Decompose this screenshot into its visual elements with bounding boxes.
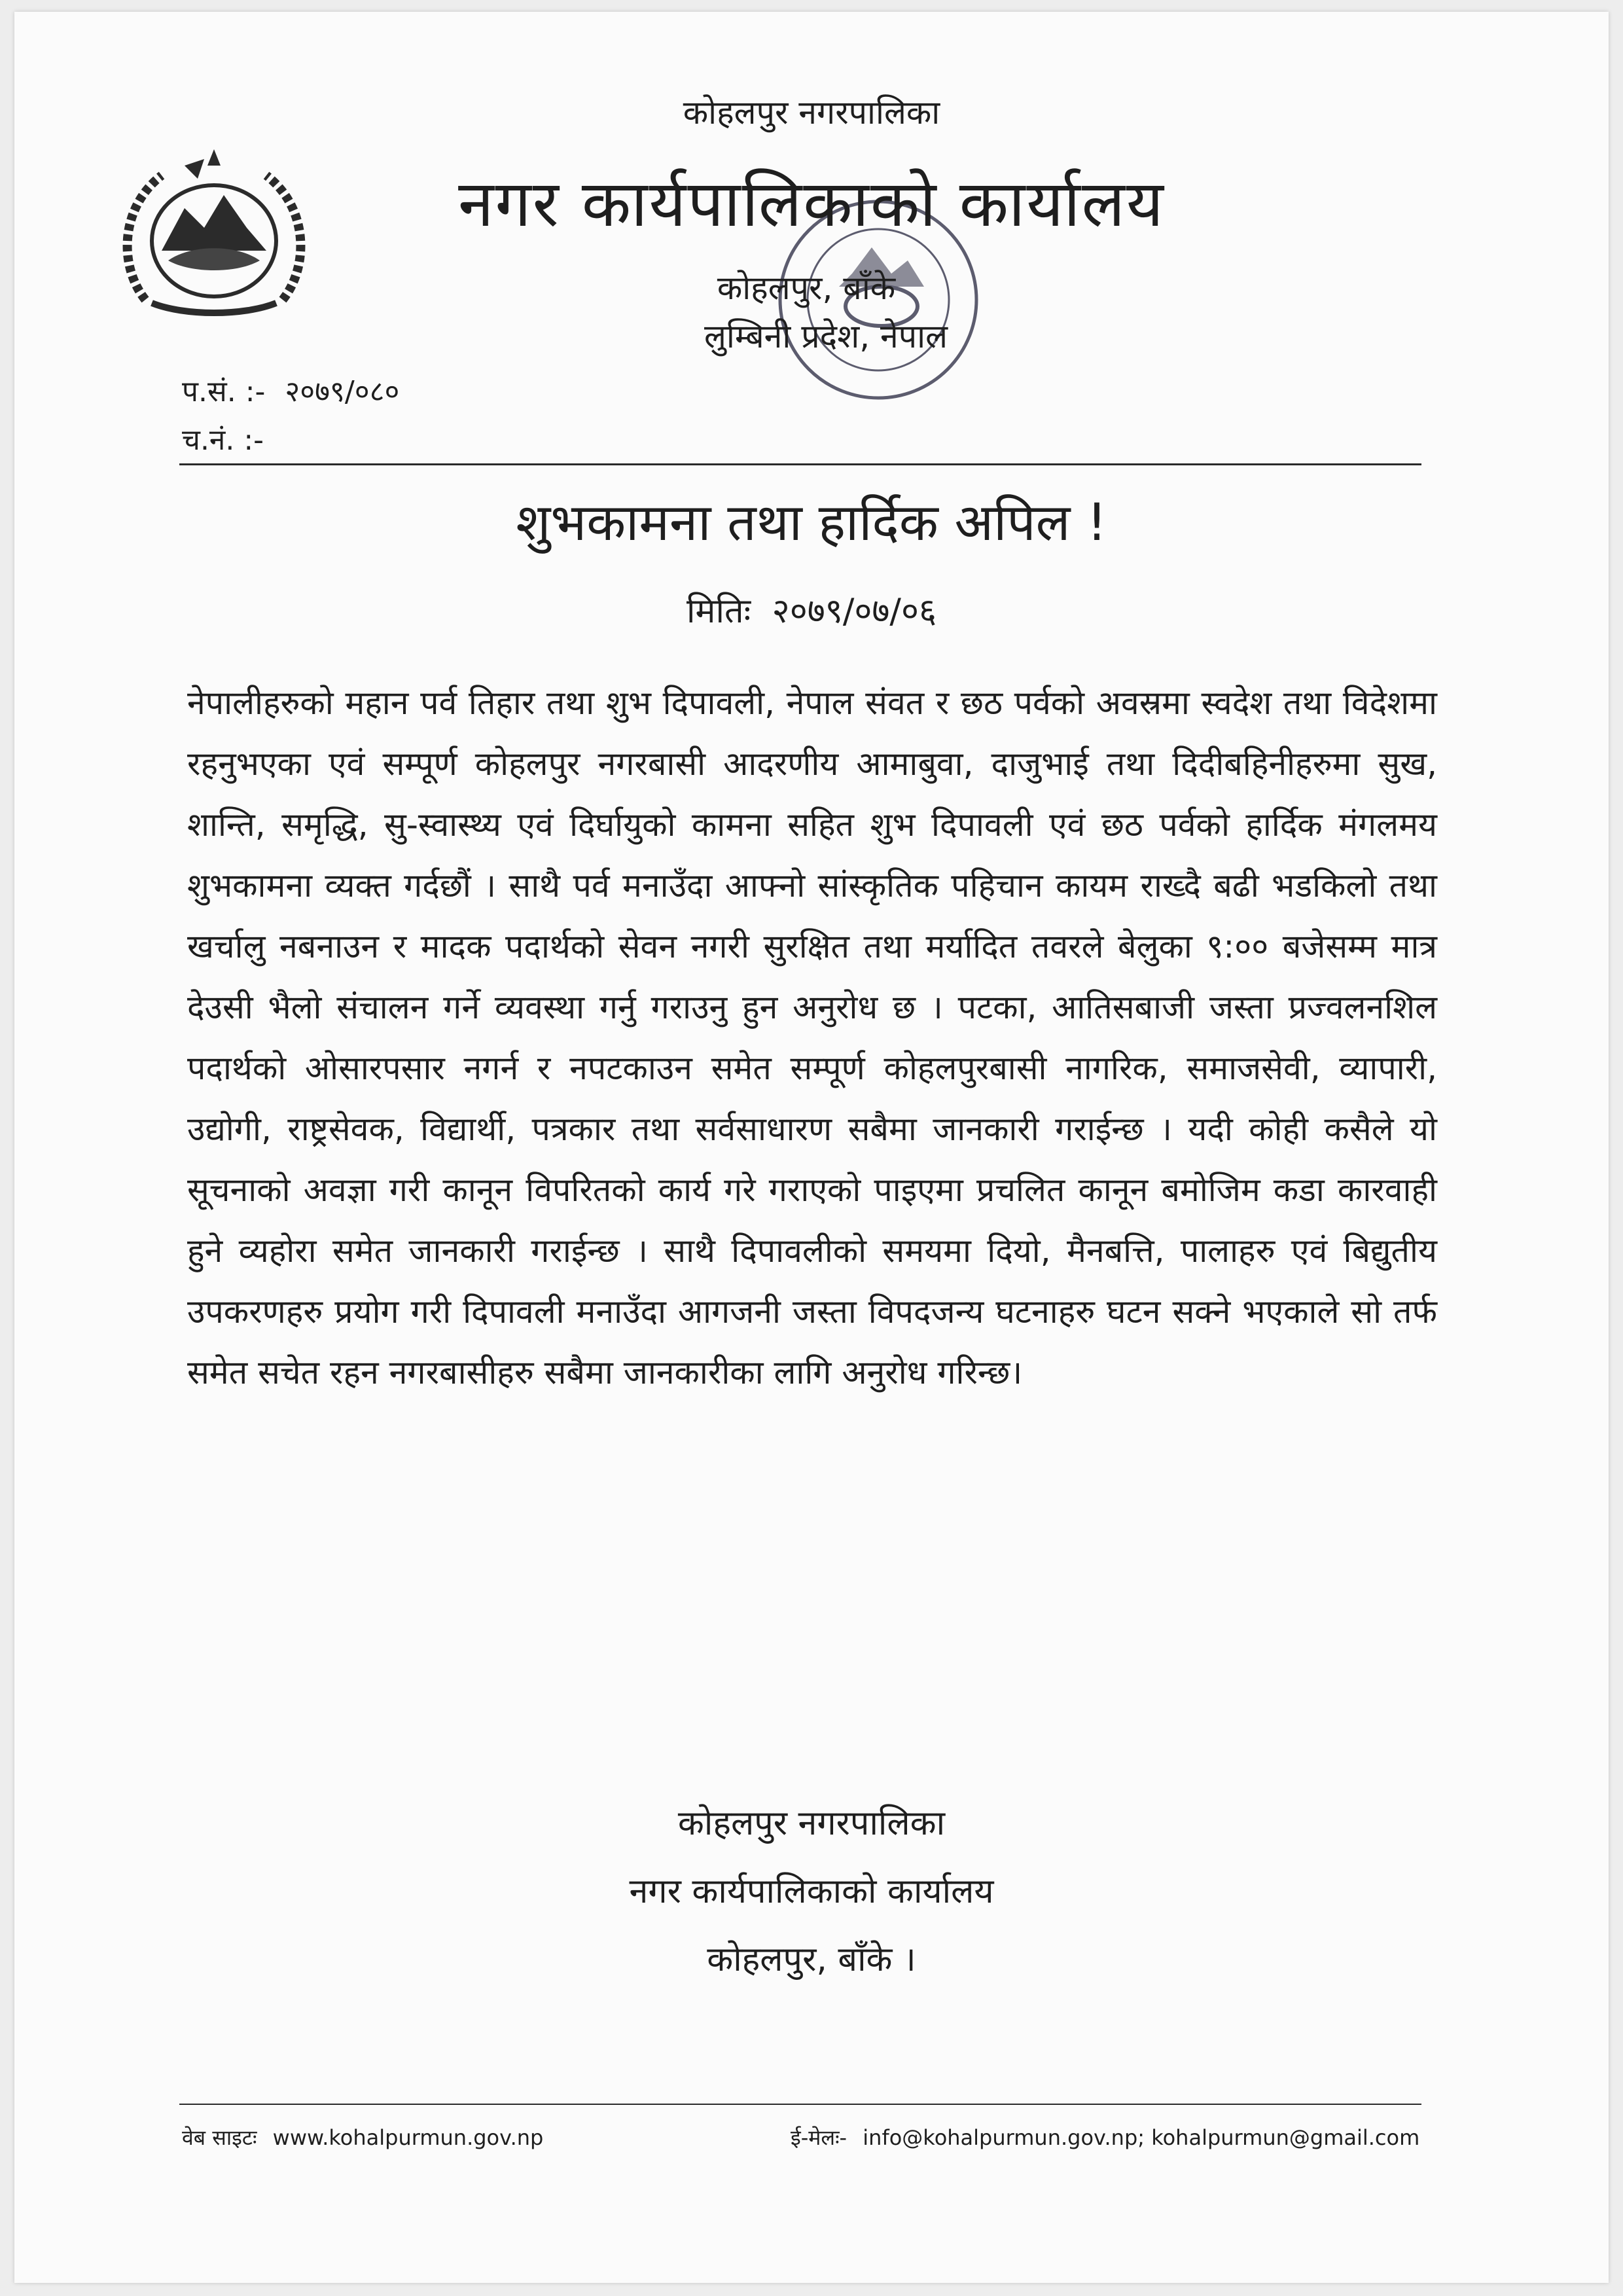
reference-number-value: २०७९/०८० xyxy=(285,375,400,408)
email-link[interactable]: info@kohalpurmun.gov.np; kohalpurmun@gmail.com xyxy=(863,2125,1420,2150)
reference-number-row xyxy=(182,370,410,410)
signature-office: नगर कार्यपालिकाको कार्यालय xyxy=(629,1872,994,1911)
signature-municipality: कोहलपुर नगरपालिका xyxy=(677,1804,946,1843)
website-label: वेब साइटः xyxy=(182,2125,257,2150)
email-label: ई-मेलः- xyxy=(791,2125,847,2150)
office-province: लुम्बिनी प्रदेश, नेपाल xyxy=(704,317,948,355)
notice-date-row xyxy=(14,586,1609,633)
municipality-name: कोहलपुर नगरपालिका xyxy=(683,94,940,132)
office-location: कोहलपुर, बाँके xyxy=(717,269,896,307)
header-divider xyxy=(179,463,1421,465)
footer-website xyxy=(182,2123,552,2151)
footer-divider xyxy=(179,2104,1421,2105)
dispatch-number-label: च.नं. :- xyxy=(182,423,264,457)
dispatch-number-row xyxy=(182,419,285,458)
office-title: नगर कार्यपालिकाको कार्यालय xyxy=(458,167,1165,242)
notice-title: शुभकामना तथा हार्दिक अपिल ! xyxy=(516,493,1107,552)
notice-date-value: २०७९/०७/०६ xyxy=(772,592,937,631)
website-link[interactable]: www.kohalpurmun.gov.np xyxy=(272,2125,544,2150)
notice-body: नेपालीहरुको महान पर्व तिहार तथा शुभ दिपावली, नेपाल संवत र छठ पर्वको अवस्रमा स्वदेश तथा विदेशमा रहनुभएका एवं सम्पूर्ण कोहलपुर नगरबासी आदरणीय आमाबुवा, दाजुभाई तथा दिदीबहिनीहरुमा सुख, शान्ति, समृद्धि, सु-स्वास्थ्य एवं दिर्घायुको कामना सहित शुभ दिपावली एवं छठ पर्वको हार्दिक मंगलमय शुभकामना व्यक्त गर्दछौं । साथै पर्व मनाउँदा आफ्नो सांस्कृतिक पहिचान कायम राख्दै बढी भडकिलो तथा खर्चालु नबनाउन र मादक पदार्थको सेवन नगरी सुरक्षित तथा मर्यादित तवरले बेलुका ९:०० बजेसम्म मात्र देउसी भैलो संचालन गर्ने व्यवस्था गर्नु गराउनु हुन अनुरोध छ । पटका, आतिसबाजी जस्ता प्रज्वलनशिल पदार्थको ओसारपसार नगर्न र नपटकाउन समेत सम्पूर्ण कोहलपुरबासी नागरिक, समाजसेवी, व्यापारी, उद्योगी, राष्ट्रसेवक, विद्यार्थी, पत्रकार तथा सर्वसाधारण सबैमा जानकारी गराईन्छ । यदी कोही कसैले यो सूचनाको अवज्ञा गरी कानून विपरितको कार्य गरे गराएको पाइएमा प्रचलित कानून बमोजिम कडा कारवाही हुने व्यहोरा समेत जानकारी गराईन्छ । साथै दिपावलीको समयमा दियो, मैनबत्ति, पालाहरु एवं बिद्युतीय उपकरणहरु प्रयोग गरी दिपावली मनाउँदा आगजनी जस्ता विपदजन्य घटनाहरु घटन सक्ने भएकाले सो तर्फ समेत सचेत रहन नगरबासीहरु सबैमा जानकारीका लागि अनुरोध गरिन्छ। xyxy=(187,684,1437,1391)
footer-email xyxy=(791,2123,1429,2151)
signature-location: कोहलपुर, बाँके । xyxy=(707,1940,916,1979)
reference-number-label: प.सं. :- xyxy=(182,375,266,408)
letter-page xyxy=(14,12,1609,2283)
notice-date-label: मितिः xyxy=(686,592,751,631)
